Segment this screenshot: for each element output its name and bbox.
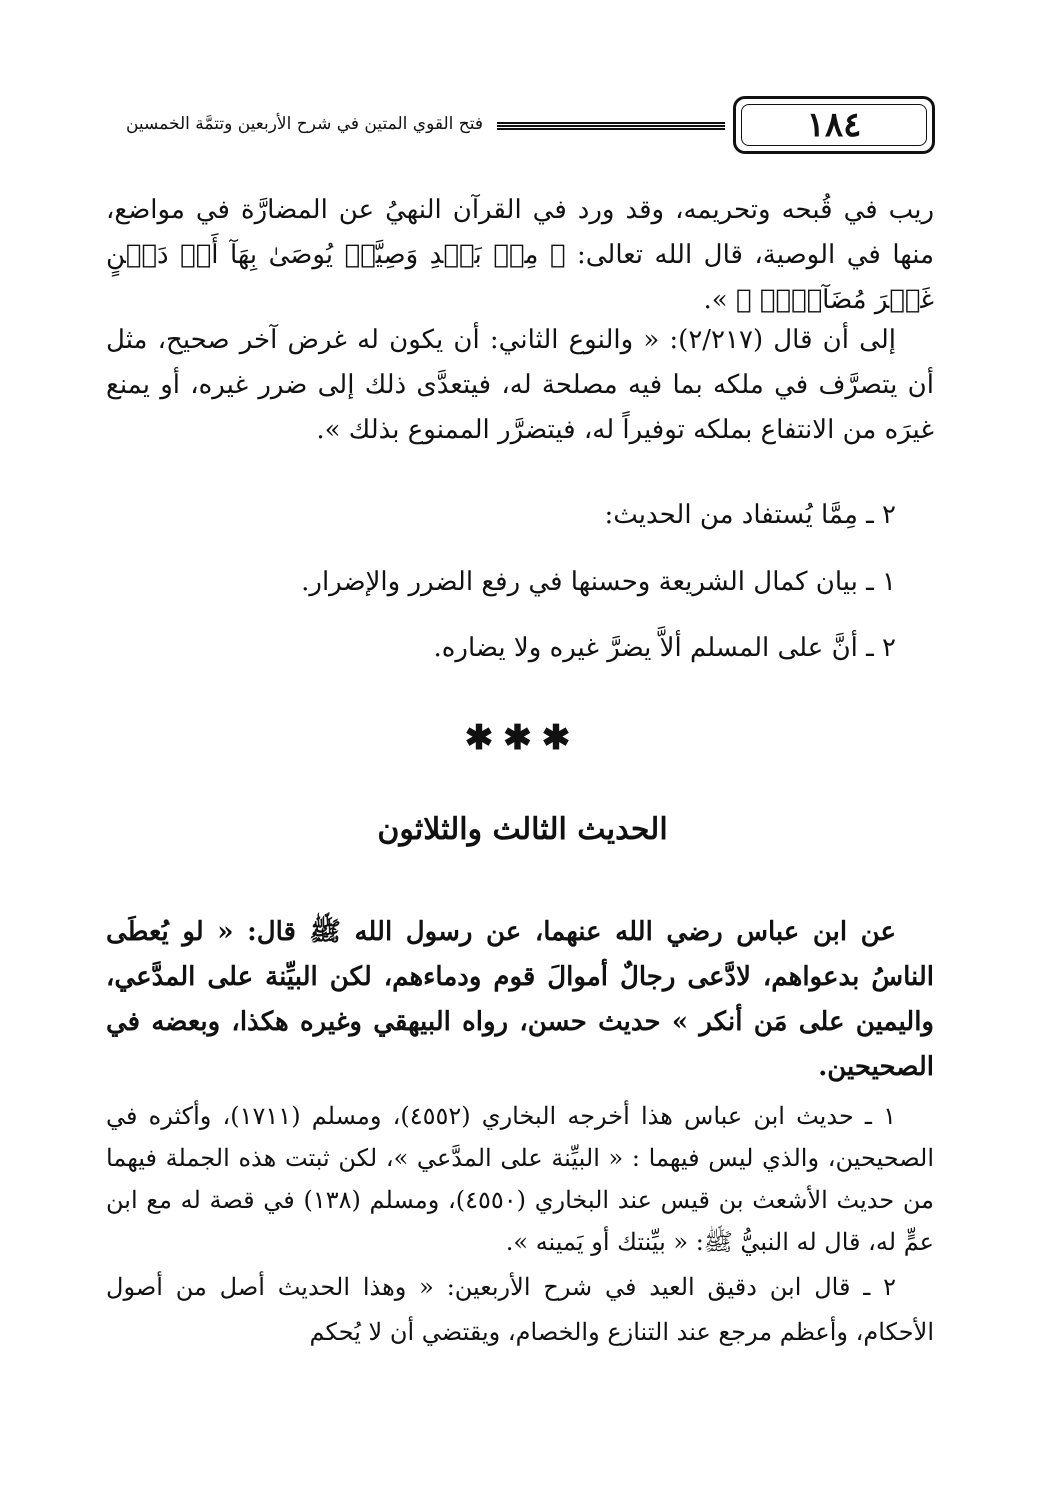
benefit-text: ١ ـ بيان كمال الشريعة وحسنها في رفع الضرر والإضرار. (301, 567, 896, 597)
page-header (105, 96, 935, 154)
benefit-item-1 (106, 560, 934, 605)
page-number: ١٨٤ (806, 105, 862, 145)
note-text: ١ ـ حديث ابن عباس هذا أخرجه البخاري (٤٥٥٢)، ومسلم (١٧١١)، وأكثره في الصحيحين، والذي ليس فيهما : « البيِّنة على المدَّعي »، لكن ثبتت هذه الجملة فيهما من حديث الأشعث بن قيس عند البخاري (٤٥٥٠)، ومسلم (١٣٨) في قصة له مع ابن عمٍّ له، قال له النبيُّ ﷺ: « بيِّنتك أو يَمينه ». (106, 1102, 934, 1256)
note-paragraph-2 (106, 1265, 934, 1355)
paragraph-text: إلى أن قال (٢/٢١٧): « والنوع الثاني: أن يكون له غرض آخر صحيح، مثل أن يتصرَّف في ملكه بما فيه مصلحة له، فيتعدَّى ذلك إلى ضرر غيره، أو يمنع غيرَه من الانتفاع بملكه توفيراً له، فيتضرَّر الممنوع بذلك ». (106, 325, 934, 445)
hadith-text (106, 910, 934, 1090)
hadith-paragraph: عن ابن عباس رضي الله عنهما، عن رسول الله ﷺ قال: « لو يُعطَى الناسُ بدعواهم، لادَّعى رجالٌ أموالَ قوم ودماءهم، لكن البيِّنة على المدَّعي، واليمين على مَن أنكر » حديث حسن، رواه البيهقي وغيره هكذا، وبعضه في الصحيحين. (106, 917, 934, 1082)
page-number-frame (733, 96, 935, 154)
benefits-title-text: ٢ ـ مِمَّا يُستفاد من الحديث: (604, 500, 896, 530)
header-rule (497, 122, 725, 130)
section-separator: ✱✱✱ (464, 718, 581, 758)
paragraph-quote (106, 318, 934, 453)
paragraph-text: ريب في قُبحه وتحريمه، وقد ورد في القرآن النهيُ عن المضارَّة في مواضع، منها في الوصية، قال الله تعالى: ﴿ مِنۢ بَعۡدِ وَصِيَّةٖ يُوصَىٰ بِهَآ أَوۡ دَيۡنٍ غَيۡرَ مُضَآرّٖۚ ﴾ ». (106, 195, 934, 315)
section-heading: الحديث الثالث والثلاثون (377, 812, 668, 847)
running-title: فتح القوي المتين في شرح الأربعين وتتمَّة الخمسين (125, 114, 483, 134)
benefit-item-2 (106, 626, 934, 671)
note-paragraph-1 (106, 1095, 934, 1263)
paragraph-continuation (106, 188, 934, 323)
benefit-text: ٢ ـ أنَّ على المسلم ألاَّ يضرَّ غيره ولا يضاره. (433, 633, 896, 663)
benefits-title (106, 493, 934, 538)
note-text: ٢ ـ قال ابن دقيق العيد في شرح الأربعين: « وهذا الحديث أصل من أصول الأحكام، وأعظم مرجع عند التنازع والخصام، ويقتضي أن لا يُحكم (106, 1273, 934, 1346)
